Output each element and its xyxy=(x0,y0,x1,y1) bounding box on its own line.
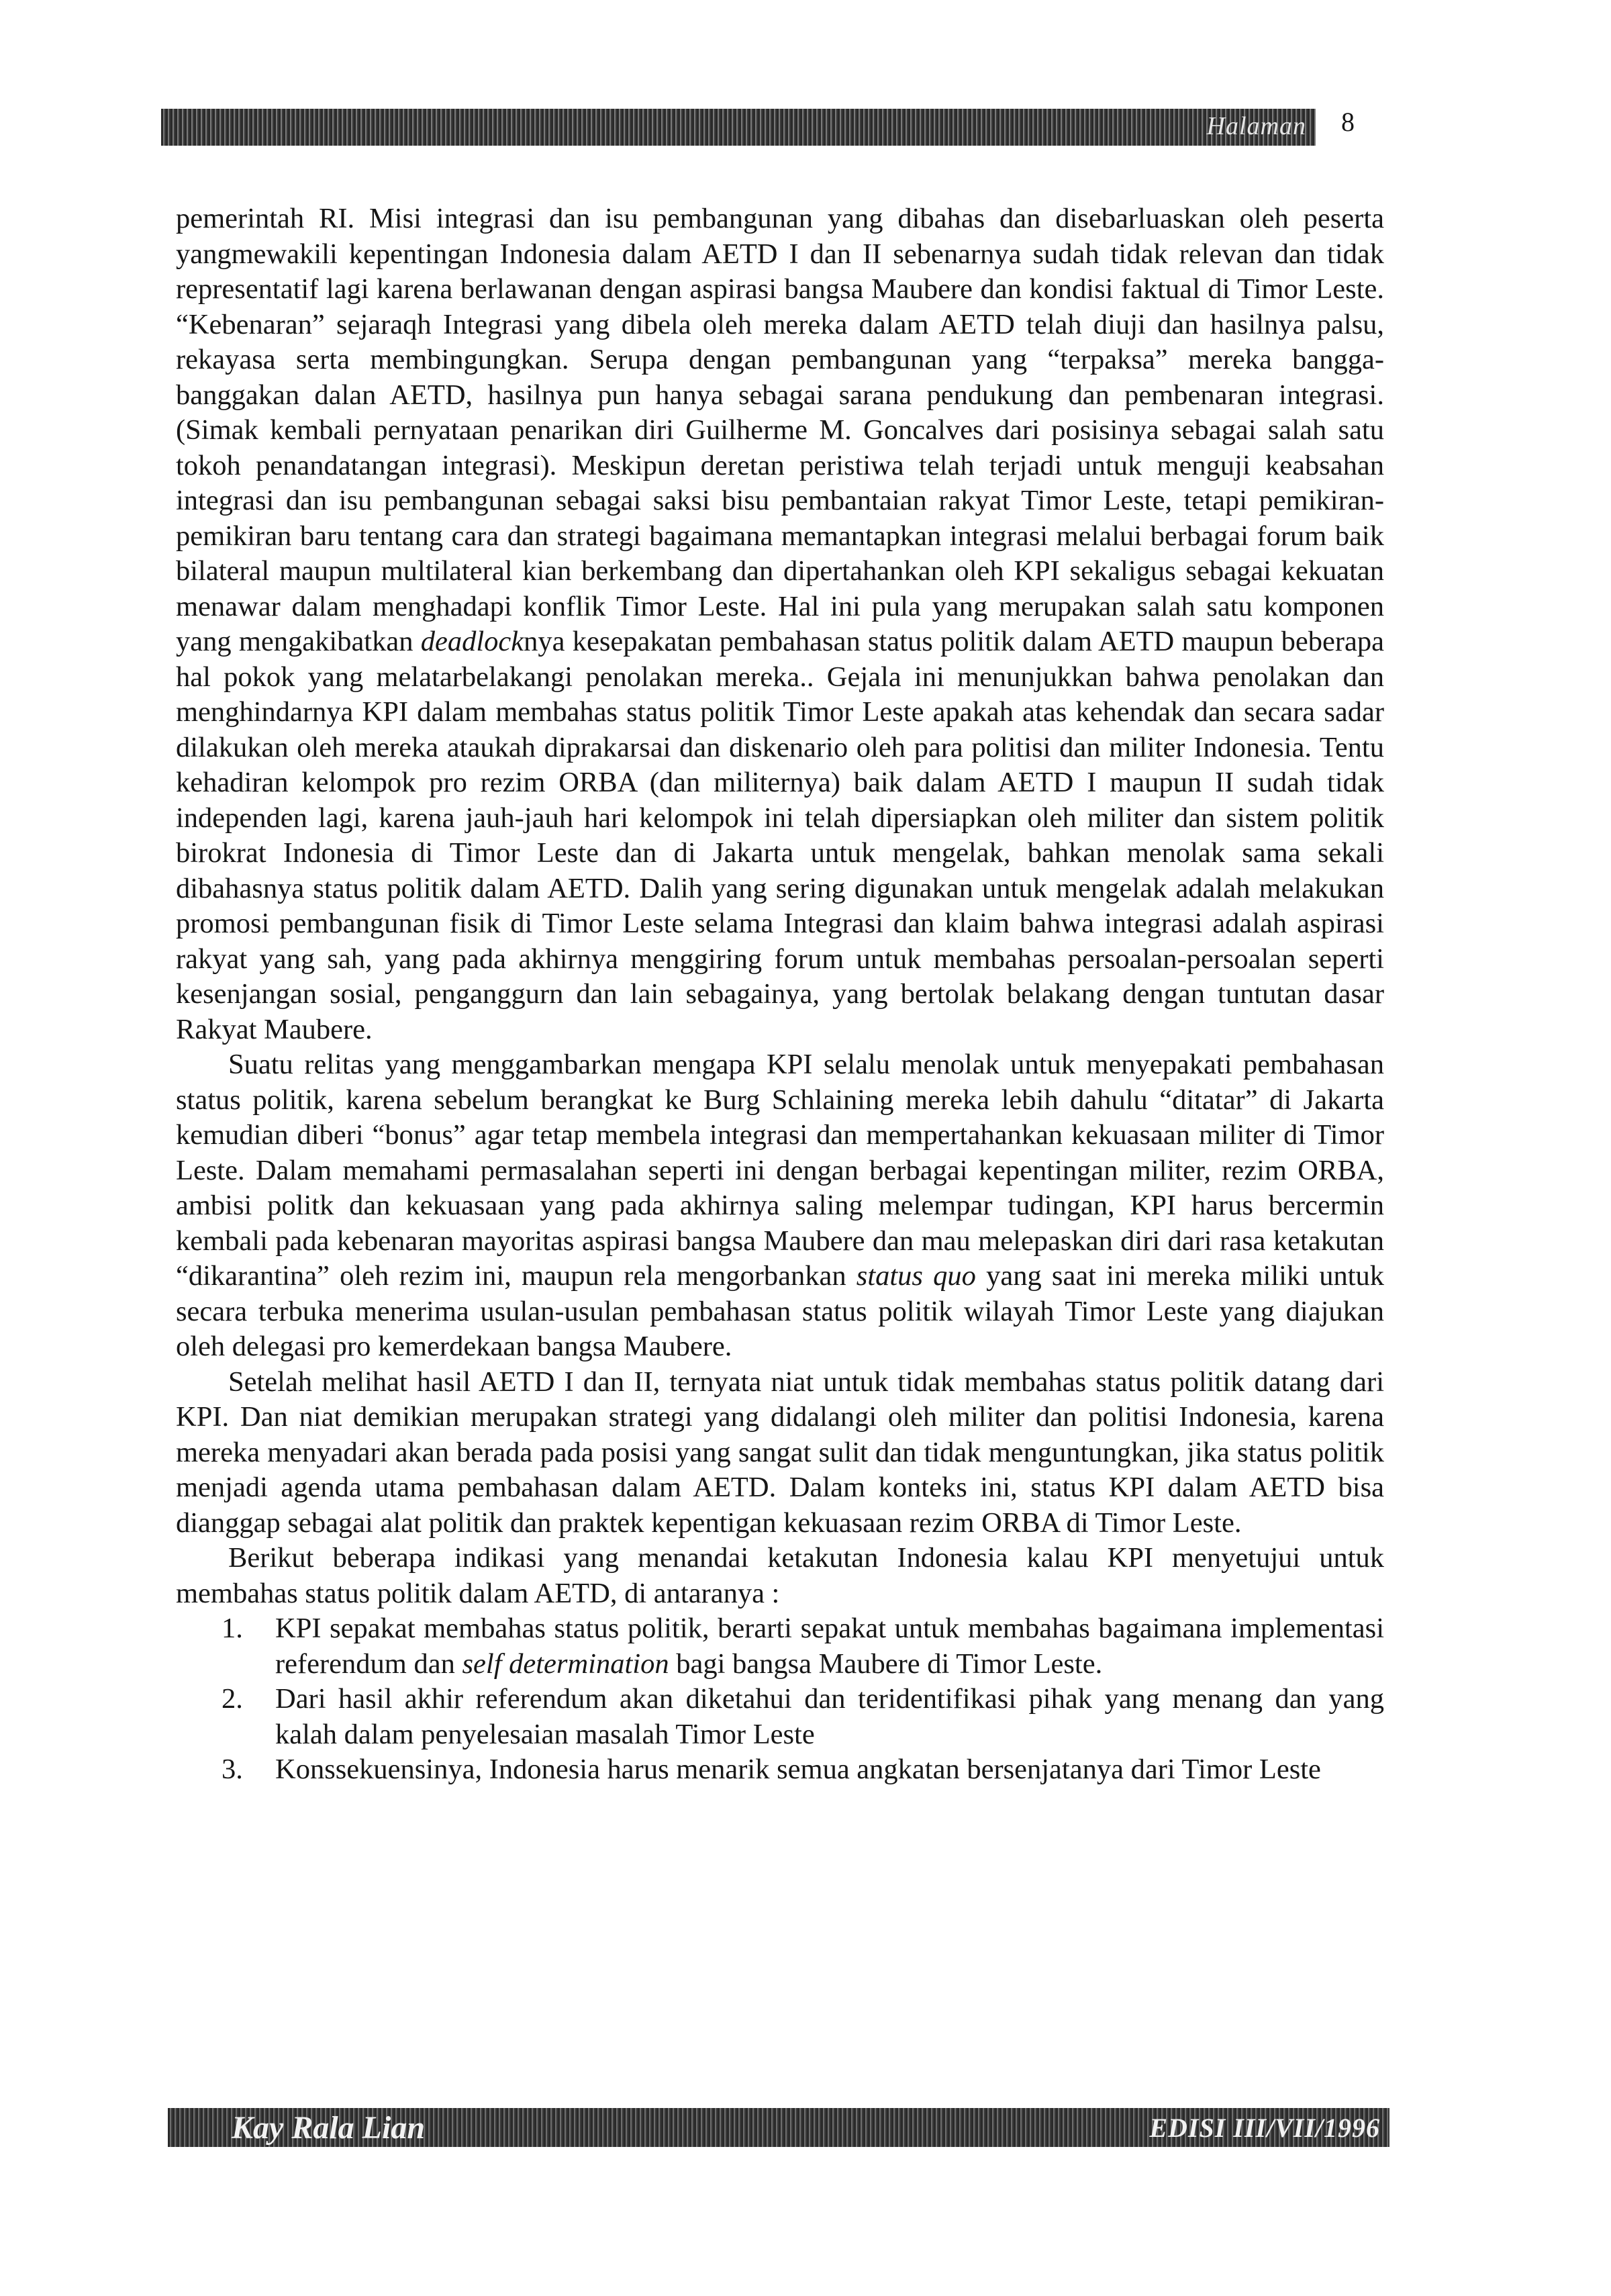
paragraph-3: Setelah melihat hasil AETD I dan II, ternyata niat untuk tidak membahas status politik datang dari KPI. Dan niat demikian merupakan strategi yang didalangi oleh militer dan politisi Indonesia, karena mereka menyadari akan berada pada posisi yang sangat sulit dan tidak menguntungkan, jika status politik menjadi agenda utama pembahasan dalam AETD. Dalam konteks ini, status KPI dalam AETD bisa dianggap sebagai alat politik dan praktek kepentigan kekuasaan rezim ORBA di Timor Leste. xyxy=(176,1366,1384,1539)
text-run: yang saat ini mereka miliki untuk secara terbuka menerima usulan-usulan pembahasan status politik wilayah Timor Leste yang diajukan oleh delegasi pro kemerdekaan bangsa Maubere. xyxy=(176,1260,1384,1362)
indication-list xyxy=(176,1611,1384,1788)
paragraph-4: Berikut beberapa indikasi yang menandai ketakutan Indonesia kalau KPI menyetujui untuk membahas status politik dalam AETD, di antaranya : xyxy=(176,1542,1384,1609)
edition-label: EDISI III/VII/1996 xyxy=(1149,2113,1380,2143)
text-run: Suatu relitas yang menggambarkan mengapa KPI selalu menolak untuk menyepakati pembahasan status politik, karena sebelum berangkat ke Burg Schlaining mereka lebih dahulu “ditatar” di Jakarta kemudian diberi “bonus” agar tetap membela integrasi dan mempertahankan kekuasaan militer di Timor Leste. Dalam memahami permasalahan seperti ini dengan berbagai kepentingan militer, rezim ORBA, ambisi politk dan kekuasaan yang pada akhirnya saling melempar tudingan, KPI harus bercermin kembali pada kebenaran mayoritas aspirasi bangsa Maubere dan mau melepaskan diri dari rasa ketakutan “dikarantina” oleh rezim ini, maupun rela mengorbankan xyxy=(176,1049,1384,1292)
list-number: 2. xyxy=(222,1683,243,1715)
text-run: pemerintah RI. Misi integrasi dan isu pembangunan yang dibahas dan disebarluaskan oleh peserta yangmewakili kepentingan Indonesia dalam AETD I dan II sebenarnya sudah tidak relevan dan tidak representatif lagi karena berlawanan dengan aspirasi bangsa Maubere dan kondisi faktual di Timor Leste. “Kebenaran” sejaraqh Integrasi yang dibela oleh mereka dalam AETD telah diuji dan hasilnya palsu, rekayasa serta membingungkan. Serupa dengan pembangunan yang “terpaksa” mereka bangga-banggakan dalan AETD, hasilnya pun hanya sebagai sarana pendukung dan pembenaran integrasi. (Simak kembali pernyataan penarikan diri Guilherme M. Goncalves dari posisinya sebagai salah satu tokoh penandatangan integrasi). Meskipun deretan peristiwa telah terjadi untuk menguji keabsahan integrasi dan isu pembangunan sebagai saksi bisu pembantaian rakyat Timor Leste, tetapi pemikiran-pemikiran baru tentang cara dan strategi bagaimana memantapkan integrasi melalui berbagai forum baik bilateral maupun multilateral kian berkembang dan dipertahankan oleh KPI sekaligus sebagai kekuatan menawar dalam menghadapi konflik Timor Leste. Hal ini pula yang merupakan salah satu komponen yang mengakibatkan xyxy=(176,203,1384,657)
publication-name: Kay Rala Lian xyxy=(232,2110,426,2146)
paragraph-2 xyxy=(176,1047,1384,1365)
page-number: 8 xyxy=(1341,107,1355,137)
text-run: nya kesepakatan pembahasan status politik dalam AETD maupun beberapa hal pokok yang melatarbelakangi penolakan mereka.. Gejala ini menunjukkan bahwa penolakan dan menghindarnya KPI dalam membahas status politik Timor Leste apakah atas kehendak dan secara sadar dilakukan oleh mereka ataukah diprakarsai dan diskenario oleh para politisi dan militer Indonesia. Tentu kehadiran kelompok pro rezim ORBA (dan militernya) baik dalam AETD I maupun II sudah tidak independen lagi, karena jauh-jauh hari kelompok ini telah dipersiapkan oleh militer dan sistem politik birokrat Indonesia di Timor Leste dan di Jakarta untuk mengelak, bahkan menolak sama sekali dibahasnya status politik dalam AETD. Dalih yang sering digunakan untuk mengelak adalah melakukan promosi pembangunan fisik di Timor Leste selama Integrasi dan klaim bahwa integrasi adalah aspirasi rakyat yang sah, yang pada akhirnya menggiring forum untuk membahas persoalan-persoalan seperti kesenjangan sosial, penganggurn dan lain sebagainya, yang bertolak belakang dengan tuntutan dasar Rakyat Maubere. xyxy=(176,626,1385,1045)
text-run: Konssekuensinya, Indonesia harus menarik semua angkatan bersenjatanya dari Timor Leste xyxy=(275,1754,1321,1785)
footer-band xyxy=(168,2108,1389,2147)
list-number: 1. xyxy=(222,1613,243,1644)
header-band xyxy=(161,109,1316,146)
header-label: Halaman xyxy=(1206,112,1306,140)
text-run: KPI sepakat membahas status politik, berarti sepakat untuk membahas bagaimana implementasi referendum dan xyxy=(275,1613,1384,1680)
list-item xyxy=(176,1611,1384,1682)
paragraph-1 xyxy=(176,201,1384,1047)
italic-term: self determination xyxy=(462,1647,669,1680)
list-item xyxy=(176,1682,1384,1752)
article-body xyxy=(176,201,1384,1788)
text-run: bagi bangsa Maubere di Timor Leste. xyxy=(669,1647,1103,1680)
list-item xyxy=(176,1752,1384,1788)
italic-term: deadlock xyxy=(420,626,524,657)
list-number: 3. xyxy=(222,1754,243,1785)
italic-term: status quo xyxy=(856,1260,976,1292)
text-run: Dari hasil akhir referendum akan diketahui dan teridentifikasi pihak yang menang dan yang kalah dalam penyelesaian masalah Timor Leste xyxy=(275,1683,1384,1750)
